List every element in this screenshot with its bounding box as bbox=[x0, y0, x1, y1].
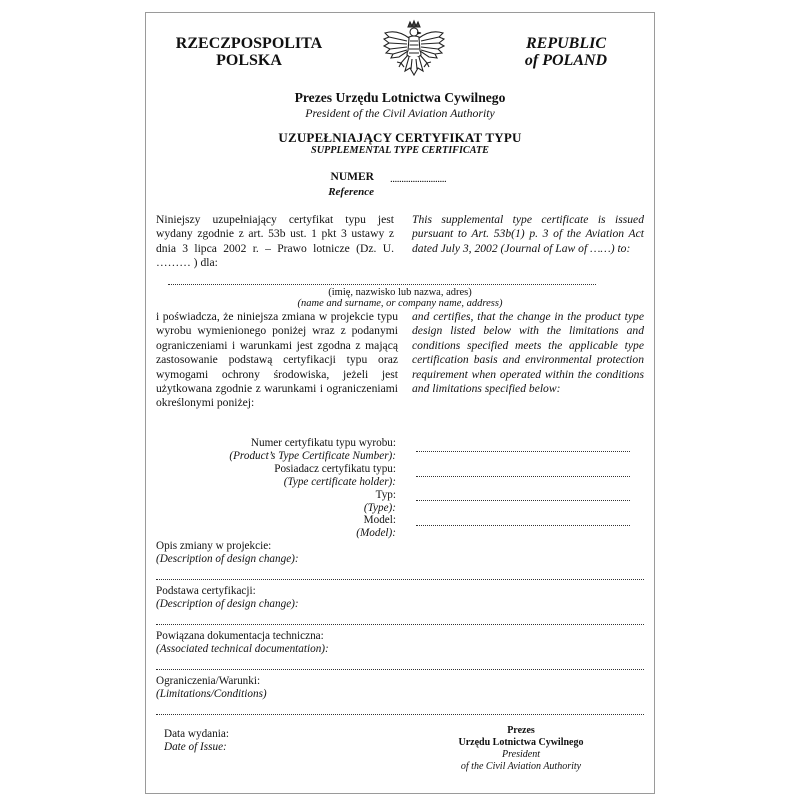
signatory-title-pl-1: Prezes bbox=[507, 725, 535, 736]
polish-eagle-emblem bbox=[381, 19, 447, 85]
holder-name-field[interactable] bbox=[168, 284, 596, 285]
field-label-en: (Product’s Type Certificate Number): bbox=[229, 450, 396, 462]
issue-date-label-en: Date of Issue: bbox=[164, 741, 227, 753]
technical-documentation-field[interactable] bbox=[156, 669, 644, 670]
field-label-pl: Model: bbox=[363, 514, 396, 526]
section-label-pl: Ograniczenia/Warunki: bbox=[156, 675, 261, 687]
issue-date-label-pl: Data wydania: bbox=[164, 728, 229, 740]
country-en-line2: of POLAND bbox=[524, 52, 608, 69]
eagle-icon bbox=[381, 19, 447, 85]
type-certificate-holder-field[interactable] bbox=[416, 476, 630, 477]
holder-label-en: (name and surname, or company name, address) bbox=[297, 298, 503, 309]
reference-number-value[interactable]: ......................... bbox=[390, 173, 447, 185]
field-label-pl: Posiadacz certyfikatu typu: bbox=[274, 463, 396, 475]
signatory-title-pl-2: Urzędu Lotnictwa Cywilnego bbox=[458, 737, 584, 748]
country-name-polish bbox=[174, 35, 324, 69]
design-change-field[interactable] bbox=[156, 579, 644, 580]
certify-paragraph-en: and certifies, that the change in the product type design listed below with the limitations and conditions specified meets the applicable type certification basis and environmental protection requirement when operated within the conditions and limitations specified below: bbox=[412, 310, 644, 396]
section-label-en: (Associated technical documentation): bbox=[156, 643, 329, 655]
number-label-pl: NUMER bbox=[330, 171, 374, 183]
field-label-en: (Type): bbox=[363, 502, 396, 514]
country-pl-line1: RZECZPOSPOLITA bbox=[175, 35, 323, 52]
section-label-en: (Description of design change): bbox=[156, 598, 299, 610]
limitations-field[interactable] bbox=[156, 714, 644, 715]
country-name-english bbox=[486, 35, 646, 69]
section-label-en: (Description of design change): bbox=[156, 553, 299, 565]
model-field[interactable] bbox=[416, 525, 630, 526]
issued-paragraph-pl: Niniejszy uzupełniający certyfikat typu jest wydany zgodnie z art. 53b ust. 1 pkt 3 ustawy z dnia 3 lipca 2002 r. – Prawo lotnicze (Dz. U. ……… ) dla: bbox=[156, 213, 394, 270]
certificate-title-en: SUPPLEMENTAL TYPE CERTIFICATE bbox=[311, 145, 489, 156]
signatory-title-en-1: President bbox=[502, 749, 540, 760]
authority-title-en: President of the Civil Aviation Authority bbox=[305, 106, 495, 120]
issued-paragraph-en: This supplemental type certificate is issued pursuant to Art. 53b(1) p. 3 of the Aviation Act dated July 3, 2002 (Journal of Law of ……) to: bbox=[412, 213, 644, 255]
type-certificate-number-field[interactable] bbox=[416, 451, 630, 452]
certification-basis-field[interactable] bbox=[156, 624, 644, 625]
certificate-page bbox=[145, 12, 655, 794]
signatory-title-en-2: of the Civil Aviation Authority bbox=[460, 761, 582, 772]
section-label-en: (Limitations/Conditions) bbox=[156, 688, 267, 700]
certify-paragraph-pl: i poświadcza, że niniejsza zmiana w projekcie typu wyrobu wymienionego poniżej wraz z podanymi ograniczeniami i warunkami jest zgodna z mającą zastosowanie podstawą certyfikacji typu oraz wymogami ochrony środowiska, jeżeli jest użytkowana zgodnie z warunkami i ograniczeniami określonymi poniżej: bbox=[156, 310, 398, 410]
number-label-en: Reference bbox=[328, 186, 374, 198]
certificate-title-pl: UZUPEŁNIAJĄCY CERTYFIKAT TYPU bbox=[278, 130, 522, 145]
field-label-en: (Type certificate holder): bbox=[283, 476, 396, 488]
section-label-pl: Powiązana dokumentacja techniczna: bbox=[156, 630, 324, 642]
authority-title-pl: Prezes Urzędu Lotnictwa Cywilnego bbox=[294, 90, 506, 105]
section-label-pl: Opis zmiany w projekcie: bbox=[156, 540, 272, 552]
field-label-en: (Model): bbox=[356, 527, 396, 539]
country-pl-line2: POLSKA bbox=[216, 52, 282, 69]
field-label-pl: Typ: bbox=[375, 489, 396, 501]
holder-label-pl: (imię, nazwisko lub nazwa, adres) bbox=[328, 287, 472, 298]
country-en-line1: REPUBLIC bbox=[525, 35, 606, 52]
type-field[interactable] bbox=[416, 500, 630, 501]
field-label-pl: Numer certyfikatu typu wyrobu: bbox=[250, 437, 396, 449]
section-label-pl: Podstawa certyfikacji: bbox=[156, 585, 256, 597]
